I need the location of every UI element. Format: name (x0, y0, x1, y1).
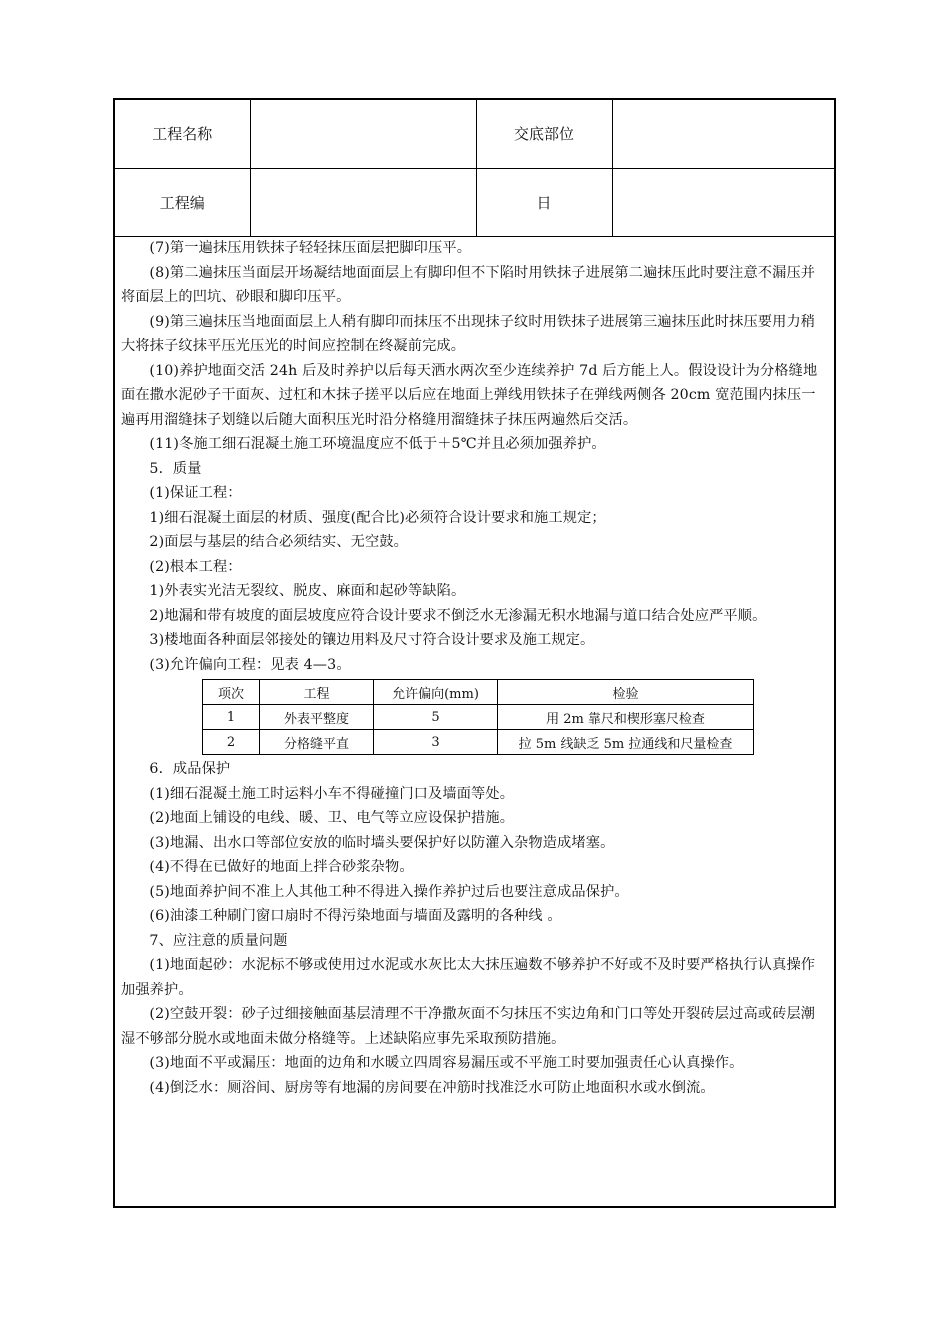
table-header-cell: 允许偏向(mm) (374, 680, 498, 705)
table-cell: 2 (203, 730, 260, 755)
date-value (612, 168, 834, 236)
project-code-value (250, 168, 476, 236)
issues-heading: 7、应注意的质量问题 (149, 932, 288, 949)
project-name-value (250, 100, 476, 168)
protection-1: (1)细石混凝土施工时运料小车不得碰撞门口及墙面等处。 (149, 785, 515, 802)
project-code-label: 工程编 (115, 168, 250, 236)
protection-2: (2)地面上铺设的电线、暖、卫、电气等立应设保护措施。 (149, 810, 515, 826)
disclosure-part-label: 交底部位 (476, 100, 612, 168)
table-cell: 用 2m 靠尺和楔形塞尺检查 (498, 705, 754, 730)
quality-basic-2: 2)地漏和带有坡度的面层坡度应符合设计要求不倒泛水无渗漏无积水地漏与道口结合处应严平顺。 (149, 607, 767, 624)
header-table (115, 100, 834, 237)
quality-guarantee-2: 2)面层与基层的结合必须结实、无空鼓。 (149, 534, 408, 550)
table-cell: 5 (374, 705, 498, 730)
document-frame (113, 98, 836, 1208)
protection-heading: 6．成品保护 (149, 761, 231, 777)
table-header-row (203, 680, 754, 705)
issue-4: (4)倒泛水：厕浴间、厨房等有地漏的房间要在冲筋时找准泛水可防止地面积水或水倒流。 (149, 1079, 715, 1096)
tolerance-table (202, 679, 754, 755)
step-8: (8)第二遍抹压当面层开场凝结地面面层上有脚印但不下陷时用铁抹子进展第二遍抹压此时要注意不漏压并将面层上的凹坑、砂眼和脚印压平。 (121, 264, 816, 305)
table-header-cell: 项次 (203, 680, 260, 705)
quality-basic-3: 3)楼地面各种面层邻接处的镶边用料及尺寸符合设计要求及施工规定。 (149, 632, 595, 648)
protection-4: (4)不得在已做好的地面上拌合砂浆杂物。 (149, 859, 414, 875)
table-cell: 拉 5m 线缺乏 5m 拉通线和尺量检查 (498, 730, 754, 755)
table-cell: 1 (203, 705, 260, 730)
protection-5: (5)地面养护间不准上人其他工种不得进入操作养护过后也要注意成品保护。 (149, 883, 629, 900)
table-header-cell: 工程 (260, 680, 374, 705)
quality-heading: 5．质量 (149, 460, 202, 477)
issue-2: (2)空鼓开裂：砂子过细接触面基层清理不干净撒灰面不匀抹压不实边角和门口等处开裂砖层过高或砖层潮湿不够部分脱水或地面未做分格缝等。上述缺陷应事先采取预防措施。 (121, 1006, 816, 1047)
table-row (203, 705, 754, 730)
step-7: (7)第一遍抹压用铁抹子轻轻抹压面层把脚印压平。 (149, 240, 472, 256)
protection-3: (3)地漏、出水口等部位安放的临时墙头要保护好以防灌入杂物造成堵塞。 (149, 834, 615, 851)
project-name-label: 工程名称 (115, 100, 250, 168)
quality-basic-1: 1)外表实光洁无裂纹、脱皮、麻面和起砂等缺陷。 (149, 583, 466, 599)
table-cell: 3 (374, 730, 498, 755)
table-cell: 外表平整度 (260, 705, 374, 730)
quality-basic: (2)根本工程： (149, 558, 242, 575)
disclosure-part-value (612, 100, 834, 168)
date-label: 日 (476, 168, 612, 236)
protection-6: (6)油漆工种刷门窗口扇时不得污染地面与墙面及露明的各种线 。 (149, 908, 562, 924)
issue-3: (3)地面不平或漏压：地面的边角和水暖立四周容易漏压或不平施工时要加强责任心认真操作。 (149, 1055, 744, 1071)
step-9: (9)第三遍抹压当地面面层上人稍有脚印而抹压不出现抹子纹时用铁抹子进展第三遍抹压此时抹压要用力稍大将抹子纹抹平压光压光的时间应控制在终凝前完成。 (121, 313, 816, 354)
quality-guarantee: (1)保证工程： (149, 485, 242, 501)
table-cell: 分格缝平直 (260, 730, 374, 755)
table-header-cell: 检验 (498, 680, 754, 705)
step-11: (11)冬施工细石混凝土施工环境温度应不低于＋5℃并且必须加强养护。 (149, 436, 606, 452)
issue-1: (1)地面起砂：水泥标不够或使用过水泥或水灰比太大抹压遍数不够养护不好或不及时要严格执行认真操作加强养护。 (121, 957, 816, 998)
quality-guarantee-1: 1)细石混凝土面层的材质、强度(配合比)必须符合设计要求和施工规定； (149, 509, 606, 526)
step-10: (10)养护地面交活 24h 后及时养护以后每天洒水两次至少连续养护 7d 后方能上人。假设设计为分格缝地面在撒水泥砂子干面灰、过杠和木抹子搓平以后应在地面上弹线用铁抹子在弹线两侧各 20cm 宽范围内抹压一遍再用溜缝抹子划缝以后随大面积压光时沿分格缝用溜缝抹子抹压两遍然后交活。 (121, 362, 818, 428)
content-body (115, 236, 834, 1100)
table-row (203, 730, 754, 755)
quality-tolerance: (3)允许偏向工程：见表 4—3。 (149, 656, 351, 673)
